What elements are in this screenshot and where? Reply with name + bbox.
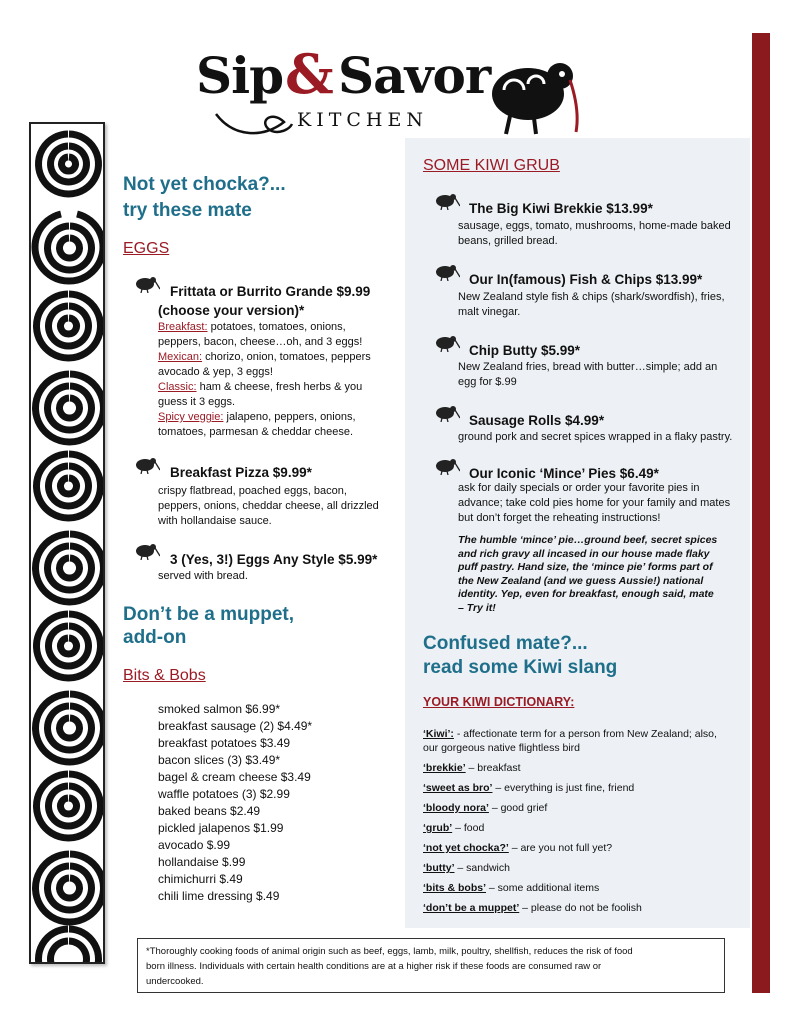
dictionary-entry	[423, 741, 751, 755]
kiwi-icon	[434, 457, 460, 475]
butty-desc-line: egg for $.99	[458, 376, 517, 388]
dictionary-definition: – breakfast	[465, 762, 521, 774]
list-item: hollandaise $.99	[158, 855, 246, 869]
pie-blurb-line: identity. Yep, even for breakfast, enough said, mate	[458, 588, 714, 600]
brekkie-desc-line: sausage, eggs, tomato, mushrooms, home-made baked	[458, 220, 731, 232]
dictionary-term: ‘Kiwi’:	[423, 728, 454, 740]
fish-desc-line: malt vinegar.	[458, 306, 521, 318]
pizza-title: Breakfast Pizza $9.99*	[170, 465, 312, 480]
swirl-pattern-icon	[31, 124, 105, 964]
mince-pies-title: Our Iconic ‘Mince’ Pies $6.49*	[469, 466, 659, 481]
brekkie-title: The Big Kiwi Brekkie $13.99*	[469, 201, 653, 216]
list-item: breakfast potatoes $3.49	[158, 736, 291, 750]
kiwi-dictionary	[423, 727, 751, 915]
list-item: chimichurri $.49	[158, 872, 243, 886]
list-item: smoked salmon $6.99*	[158, 702, 281, 716]
logo-sip: Sip	[196, 46, 284, 105]
kiwi-icon	[134, 275, 160, 293]
dictionary-entry	[423, 841, 751, 855]
logo-kitchen: KITCHEN	[297, 109, 428, 131]
pizza-desc-line: with hollandaise sauce.	[158, 515, 272, 527]
dictionary-definition: – please do not be foolish	[519, 902, 642, 914]
kiwi-icon	[434, 192, 460, 210]
kiwi-icon	[134, 456, 160, 474]
pie-blurb-line: – Try it!	[458, 601, 496, 614]
dictionary-entry	[423, 881, 751, 895]
pie-blurb	[458, 534, 753, 615]
dictionary-term: ‘bloody nora’	[423, 802, 489, 814]
brekkie-desc	[458, 219, 748, 249]
sausage-rolls-title: Sausage Rolls $4.99*	[469, 413, 605, 428]
food-safety-note	[137, 938, 725, 993]
dictionary-entry	[423, 781, 751, 795]
logo-ampersand: &	[285, 42, 334, 106]
pie-blurb-line: and rich gravy all incased in our house made flaky	[458, 547, 710, 560]
breakfast-label: Breakfast:	[158, 321, 208, 333]
chip-butty-desc	[458, 360, 748, 390]
dictionary-term: ‘bits & bobs’	[423, 882, 486, 894]
dictionary-term: ‘don’t be a muppet’	[423, 902, 520, 914]
pies-desc-line: advance; take cold pies home for your family and mates	[458, 497, 731, 509]
dictionary-entry	[423, 801, 751, 815]
veggie-label: Spicy veggie:	[158, 411, 224, 423]
footnote-line: born illness. Individuals with certain health conditions are at a higher risk if these foods are consumed raw or	[146, 961, 602, 972]
muppet-heading-line1: Don’t be a muppet,	[123, 604, 294, 625]
kiwi-grub-heading: SOME KIWI GRUB	[423, 157, 560, 174]
mexican-text-2: avocado & yep, 3 eggs!	[158, 366, 273, 378]
dictionary-term: ‘butty’	[423, 862, 455, 874]
fish-desc-line: New Zealand style fish & chips (shark/swordfish), fries,	[458, 291, 725, 303]
pie-blurb-line: the New Zealand (and we guess Aussie!) national	[458, 574, 704, 587]
dictionary-entry	[423, 861, 751, 875]
chip-butty-title: Chip Butty $5.99*	[469, 343, 581, 358]
fish-chips-title: Our In(famous) Fish & Chips $13.99*	[469, 272, 703, 287]
sausage-rolls-desc: ground pork and secret spices wrapped in a flaky pastry.	[458, 431, 733, 443]
footnote-line: *Thoroughly cooking foods of animal origin such as beef, eggs, lamb, milk, poultry, shellfish, reduces the risk of food	[146, 946, 633, 957]
pizza-description	[158, 484, 403, 529]
dictionary-definition: – are you not full yet?	[508, 842, 613, 854]
classic-text-2: guess it 3 eggs.	[158, 396, 236, 408]
pie-blurb-line: puff pastry. Hand size, the ‘mince pie’ forms part of	[458, 561, 713, 573]
dictionary-term: ‘sweet as bro’	[423, 782, 493, 794]
veggie-text: jalapeno, peppers, onions,	[223, 411, 356, 423]
dictionary-definition: our gorgeous native flightless bird	[423, 742, 581, 754]
logo-savor: Savor	[338, 46, 491, 105]
fish-chips-desc	[458, 290, 748, 320]
confused-heading-line2: read some Kiwi slang	[423, 657, 618, 678]
pizza-desc-line: peppers, onions, cheddar cheese, all drizzled	[158, 500, 379, 512]
pie-blurb-line: The humble ‘mince’ pie…ground beef, secret spices	[458, 534, 718, 546]
dictionary-definition: - affectionate term for a person from New Zealand; also,	[453, 728, 717, 740]
dictionary-definition: – some additional items	[486, 882, 600, 894]
bits-heading: Bits & Bobs	[123, 667, 206, 684]
kiwi-bird-logo-icon	[484, 50, 582, 136]
pies-desc-line: but don’t forget the reheating instructions!	[458, 512, 661, 524]
frittata-options	[158, 320, 398, 440]
dictionary-definition: – sandwich	[454, 862, 510, 874]
dictionary-entry	[423, 821, 751, 835]
list-item: pickled jalapenos $1.99	[158, 821, 284, 835]
dictionary-definition: – food	[452, 822, 485, 834]
intro-heading-line1: Not yet chocka?...	[123, 174, 286, 195]
list-item: avocado $.99	[158, 838, 231, 852]
eggs-any-style-desc: served with bread.	[158, 570, 248, 582]
muppet-heading-line2: add-on	[123, 627, 187, 648]
dictionary-definition: – everything is just fine, friend	[492, 782, 635, 794]
brekkie-desc-line: beans, grilled bread.	[458, 235, 558, 247]
dictionary-entry	[423, 761, 751, 775]
dictionary-term: ‘not yet chocka?’	[423, 842, 509, 854]
dictionary-entry	[423, 901, 751, 915]
kiwi-icon	[434, 263, 460, 281]
frittata-subtitle: (choose your version)*	[158, 303, 305, 318]
logo-flourish-icon	[214, 108, 294, 142]
list-item: chili lime dressing $.49	[158, 889, 280, 903]
dictionary-definition: – good grief	[488, 802, 548, 814]
intro-heading-line2: try these mate	[123, 200, 252, 221]
dictionary-heading: YOUR KIWI DICTIONARY:	[423, 695, 575, 709]
mexican-text: chorizo, onion, tomatoes, peppers	[202, 351, 371, 363]
footnote-line: undercooked.	[146, 976, 204, 987]
mince-pies-desc	[458, 481, 753, 526]
dictionary-entry	[423, 727, 751, 741]
kiwi-icon	[434, 334, 460, 352]
list-item: bacon slices (3) $3.49*	[158, 753, 281, 767]
list-item: bagel & cream cheese $3.49	[158, 770, 311, 784]
veggie-text-2: tomatoes, parmesan & cheddar cheese.	[158, 426, 354, 438]
classic-text: ham & cheese, fresh herbs & you	[196, 381, 363, 393]
mexican-label: Mexican:	[158, 351, 203, 363]
list-item: waffle potatoes (3) $2.99	[158, 787, 290, 801]
classic-label: Classic:	[158, 381, 197, 393]
bits-list	[158, 701, 312, 905]
list-item: breakfast sausage (2) $4.49*	[158, 719, 313, 733]
breakfast-text-2: peppers, bacon, cheese…oh, and 3 eggs!	[158, 336, 363, 348]
confused-heading-line1: Confused mate?...	[423, 633, 588, 654]
eggs-heading: EGGS	[123, 240, 170, 257]
pies-desc-line: ask for daily specials or order your favorite pies in	[458, 482, 700, 494]
dictionary-term: ‘brekkie’	[423, 762, 466, 774]
eggs-any-style-title: 3 (Yes, 3!) Eggs Any Style $5.99*	[170, 552, 378, 567]
kiwi-icon	[434, 404, 460, 422]
frittata-title: Frittata or Burrito Grande $9.99	[170, 284, 371, 299]
list-item: baked beans $2.49	[158, 804, 261, 818]
pizza-desc-line: crispy flatbread, poached eggs, bacon,	[158, 485, 347, 497]
butty-desc-line: New Zealand fries, bread with butter…simple; add an	[458, 361, 718, 373]
swirl-border-pattern	[29, 122, 105, 964]
dictionary-term: ‘grub’	[423, 822, 453, 834]
kiwi-icon	[134, 542, 160, 560]
breakfast-text: potatoes, tomatoes, onions,	[207, 321, 346, 333]
red-side-bar	[752, 33, 770, 993]
